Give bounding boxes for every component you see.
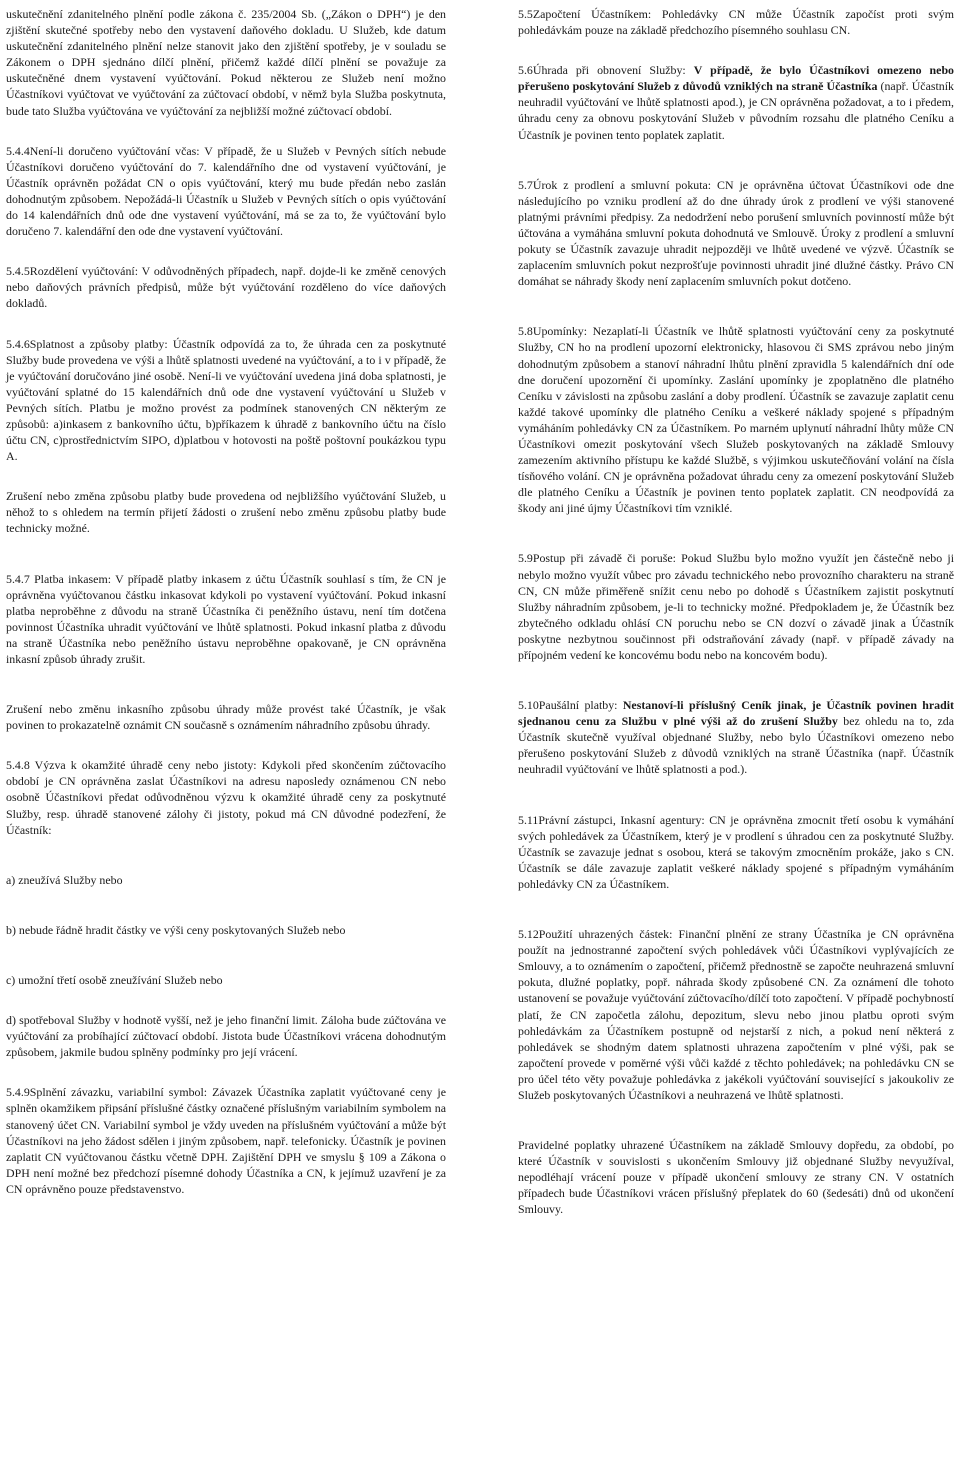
paragraph-5-10 (518, 697, 954, 777)
paragraph-5-4-9: 5.4.9Splnění závazku, variabilní symbol: Závazek Účastníka zaplatit vyúčtované ceny je splněn okamžikem připsání příslušné částky označené příslušným variabilním symbolem na stanovený účet CN. Variabilní symbol je vždy uveden na příslušném vyúčtování a může být Účastníkovi na jeho žádost sdělen i jiným způsobem, např. telefonicky. Účastník je povinen zaplatit CN vyúčtovanou částku včetně DPH. Zajištění DPH ve smyslu § 109 a Zákona o DPH není možné bez předchozí písemné dohody Účastníka a CN, k jejímuž uzavření je za CN oprávněno pouze představenstvo. (6, 1085, 446, 1196)
left-column (6, 6, 446, 1476)
paragraph-5-4-7-cont: Zrušení nebo změnu inkasního způsobu úhrady může provést také Účastník, je však povinen to prokazatelně oznámit CN současně s oznámením náhradního způsobu úhrady. (6, 702, 446, 733)
paragraph-5-6-rest: (např. Účastník neuhradil vyúčtování ve lhůtě splatnosti apod.), je CN oprávněna požadovat, a to i předem, úhradu ceny za obnovu poskytování Služeb v původním rozsahu dle platného Ceníku a Účastník je povinen tento poplatek zaplatit. (518, 79, 954, 142)
paragraph-dph-intro: uskutečnění zdanitelného plnění podle zákona č. 235/2004 Sb. („Zákon o DPH“) je den zjištění skutečné spotřeby nebo den vystavení daňového dokladu. U Služeb, kde datum uskutečnění zdanitelného plnění nelze stanovit jako den zjištění spotřeby, je v souladu se Zákonem o DPH sjednáno dílčí plnění, přičemž každé dílčí plnění se považuje za uskutečněné dnem vystavení vyúčtování. Pokud některou ze Služeb není možno Účastníkovi vyúčtovat ve vyúčtování za zúčtovací období, v němž byla Služba poskytnuta, bude tato Služba vyúčtována ve vyúčtování za nejbližší možné zúčtovací období. (6, 7, 446, 118)
paragraph-5-8: 5.8Upomínky: Nezaplatí-li Účastník ve lhůtě splatnosti vyúčtování ceny za poskytnuté Služby, CN ho na prodlení upozorní elektronicky, hlasovou či SMS zprávou nebo jiným dohodnutým způsobem a stanoví náhradní lhůtu plnění zpravidla 5 kalendářních dní ode dne doručení upozornění či upomínky. Zaslání upomínky je zpoplatněno dle platného Ceníku v závislosti na způsobu zaslání a doby prodlení. Účastník se zavazuje zaplatit cenu každé takové upomínky dle platného Ceníku a veškeré náklady spojené s případným vymáháním pohledávky CN za Účastníkem. Po marném uplynutí náhradní lhůty může CN Účastníkovi omezit poskytování všech Služeb poskytovaných na základě Smlouvy zamezením aktivního přístupu ke každé Službě, s výjimkou uskutečňování volání na čísla tísňového volání. CN je oprávněna požadovat úhradu ceny za omezení poskytování Služeb dle platného Ceníku a Účastník je povinen tento poplatek zaplatit. CN neodpovídá za škody ani jiné újmy Účastníkovi tím vzniklé. (518, 324, 954, 516)
paragraph-5-10-rest: bez ohledu na to, zda Účastník skutečně využíval objednané Služby, nebo bylo Účastníkovi omezeno nebo přerušeno poskytování Služeb z důvodů vzniklých na straně Účastníka (např. Účastník neuhradil vyúčtování ve lhůtě splatnosti a pod.). (518, 714, 954, 777)
list-item-a: a) zneužívá Služby nebo (6, 872, 123, 887)
paragraph-5-10-bold: Nestanoví-li příslušný Ceník jinak, je Účastník povinen hradit sjednanou cenu za Službu v plné výši až do zrušení Služby (518, 698, 954, 729)
paragraph-5-10-start: 5.10Paušální platby: (518, 698, 623, 713)
right-column (518, 6, 954, 1476)
paragraph-5-4-7: 5.4.7 Platba inkasem: V případě platby inkasem z účtu Účastník souhlasí s tím, že CN je oprávněna vyúčtovanou částku inkasovat kdykoli po vystavení vyúčtování. Pokud inkasní platba neproběhne z důvodu na straně Účastníka či peněžního ústavu, není tím dotčena povinnost Účastníka uhradit vyúčtování ve lhůtě splatnosti. Pokud inkasní platba z důvodu na straně Účastníka nebo peněžního ústavu neproběhne opakovaně, je CN oprávněna inkasní způsob úhrady zrušit. (6, 571, 446, 666)
paragraph-5-11: 5.11Právní zástupci, Inkasní agentury: CN je oprávněna zmocnit třetí osobu k vymáhání svých pohledávek za Účastníkem, který je v prodlení s úhradou cen za poskytnuté Služby. Účastník se zavazuje jednat s osobou, která se takovým zmocněním prokáže, jako s CN. Účastník se dále zavazuje zaplatit veškeré náklady spojené s případným vymáháním pohledávky CN za Účastníkem. (518, 812, 954, 891)
paragraph-5-5: 5.5Započtení Účastníkem: Pohledávky CN může Účastník započíst proti svým pohledávkám pouze na základě předchozího písemného souhlasu CN. (518, 7, 954, 38)
paragraph-5-6-start: 5.6Úhrada při obnovení Služby: (518, 63, 694, 78)
paragraph-5-4-8: 5.4.8 Výzva k okamžité úhradě ceny nebo jistoty: Kdykoli před skončením zúčtovacího období je CN oprávněna zaslat Účastníkovi na adresu naposledy oznámenou CN nebo osobně Účastníkovi předat odůvodněnou výzvu k okamžité úhradě ceny za poskytnuté Služby, resp. úhradě stanovené zálohy či jistoty, pokud má CN důvodné podezření, že Účastník: (6, 758, 446, 837)
paragraph-5-4-4: 5.4.4Není-li doručeno vyúčtování včas: V případě, že u Služeb v Pevných sítích nebude Účastníkovi doručeno vyúčtování do 7. kalendářního dne od vystavení vyúčtování, je Účastník oprávněn požádat CN o opis vyúčtování, který mu bude předán nebo zaslán dohodnutým způsobem. Nepožádá-li Účastník u Služeb v Pevných sítích o opis vyúčtování do 14 kalendářních dnů ode dne vystavení vyúčtování, má se za to, že vyúčtování bylo doručeno 7. kalendářní den ode dne vystavení vyúčtování. (6, 143, 446, 239)
list-item-d: d) spotřeboval Služby v hodnotě vyšší, než je jeho finanční limit. Záloha bude zúčtována ve vyúčtování za probíhající zúčtovací období. Jistota bude Účastníkovi vrácena dohodnutým způsobem, jakmile budou splněny podmínky pro její vrácení. (6, 1013, 446, 1060)
paragraph-5-12-cont: Pravidelné poplatky uhrazené Účastníkem na základě Smlouvy dopředu, za období, po které Účastník v souvislosti s ukončením Smlouvy již objednané Služby nevyužíval, nepodléhají vrácení pouze v případě ukončení smlouvy ze strany CN. V ostatních případech bude Účastníkovi vrácen příslušný přeplatek do 60 (šedesáti) dnů od ukončení Smlouvy. (518, 1138, 954, 1217)
list-item-c: c) umožní třetí osobě zneužívání Služeb nebo (6, 972, 223, 987)
paragraph-5-7: 5.7Úrok z prodlení a smluvní pokuta: CN je oprávněna účtovat Účastníkovi ode dne následujícího po vzniku prodlení až do dne úhrady úrok z prodlení ve výši stanovené platnými právními předpisy. Za nedodržení nebo porušení smluvních povinností může být účtována a vymáhána smluvní pokuta dohodnutá ve Smlouvě. Úroky z prodlení a smluvní pokuty se Účastník zavazuje uhradit nejpozději ve lhůtě uvedené ve výzvě. Účastník se zaplacením smluvních pokut nezprošťuje povinnosti uhradit jiné dlužné částky. Právo CN domáhat se náhrady škody není zaplacením smluvních pokut dotčeno. (518, 177, 954, 289)
paragraph-5-6 (518, 62, 954, 142)
paragraph-5-4-6: 5.4.6Splatnost a způsoby platby: Účastník odpovídá za to, že úhrada cen za poskytnuté Služby bude provedena ve výši a lhůtě splatnosti uvedené na vyúčtování, a to i v případě, že je vyúčtování doručováno jiné osobě. Není-li ve vyúčtování uvedena jiná doba splatnosti, je vyúčtování splatné do 15 kalendářních dnů ode dne vystavení vyúčtování u Služeb v Pevných sítích. Platbu je možno provést za podmínek stanovených CN některým ze způsobů: a)inkasem z bankovního účtu, b)příkazem k úhradě z bankovního účtu na číslo účtu CN, c)prostřednictvím SIPO, d)platbou v hotovosti na poště poštovní poukázkou typu A. (6, 336, 446, 464)
list-item-b: b) nebude řádně hradit částky ve výši ceny poskytovaných Služeb nebo (6, 922, 346, 937)
paragraph-5-12: 5.12Použití uhrazených částek: Finanční plnění ze strany Účastníka je CN oprávněna použít na jednostranné započtení svých pohledávek vůči Účastníkovi vyplývajících ze Smlouvy, a to oznámením o započtení, přičemž přednostně se započte neuhrazená smluvní pokuta, dlužné poplatky, popř. náhrada škody způsobené CN. Za oznámení dle tohoto ustanovení se považuje vyúčtování zúčtovacího/dílčí toto započtení. V případě pochybností platí, že CN započetla zálohu, depozitum, slevu nebo jinou platbu oproti svým pohledávkám za Účastníkem postupně od nejstarší z nich, a pokud není některá z pohledávek se shodným datem splatnosti uhrazena započtením v plné výši, pak se započtení provede v poměrné výši vůči každé z těchto pohledávek; na pohledávku CN se pro účel této věty považuje pohledávka z jakékoli vyúčtování související s jakoukoliv ze Služeb poskytovaných Účastníkovi a neuhrazená ve lhůtě splatnosti. (518, 927, 954, 1102)
paragraph-5-4-6-cont: Zrušení nebo změna způsobu platby bude provedena od nejbližšího vyúčtování Služeb, u něhož to s ohledem na termín přijetí žádosti o zrušení nebo změnu způsobu platby bude technicky možné. (6, 489, 446, 536)
paragraph-5-6-bold: V případě, že bylo Účastníkovi omezeno nebo přerušeno poskytování Služeb z důvodů vzniklých na straně Účastníka (518, 63, 955, 94)
paragraph-5-9: 5.9Postup při závadě či poruše: Pokud Službu bylo možno využít jen částečně nebo ji nebylo možno využít vůbec pro závadu technického nebo provozního charakteru na straně CN, CN může přiměřeně snížit cenu nebo po dohodě s Účastníkem zajistit poskytnutí Služby náhradním způsobem, je-li to technicky možné. Předpokladem je, že Účastník bez zbytečného odkladu ohlásí CN poruchu nebo se CN dozví o závadě jinak a Účastník poskytne nezbytnou součinnost při odstraňování závady (např. v případě závady na přípojném vedení ke koncovému bodu nebo na koncovém bodu). (518, 551, 954, 662)
paragraph-5-4-5: 5.4.5Rozdělení vyúčtování: V odůvodněných případech, např. dojde-li ke změně cenových nebo daňových právních předpisů, může být vyúčtování rozděleno do více daňových dokladů. (6, 264, 446, 311)
